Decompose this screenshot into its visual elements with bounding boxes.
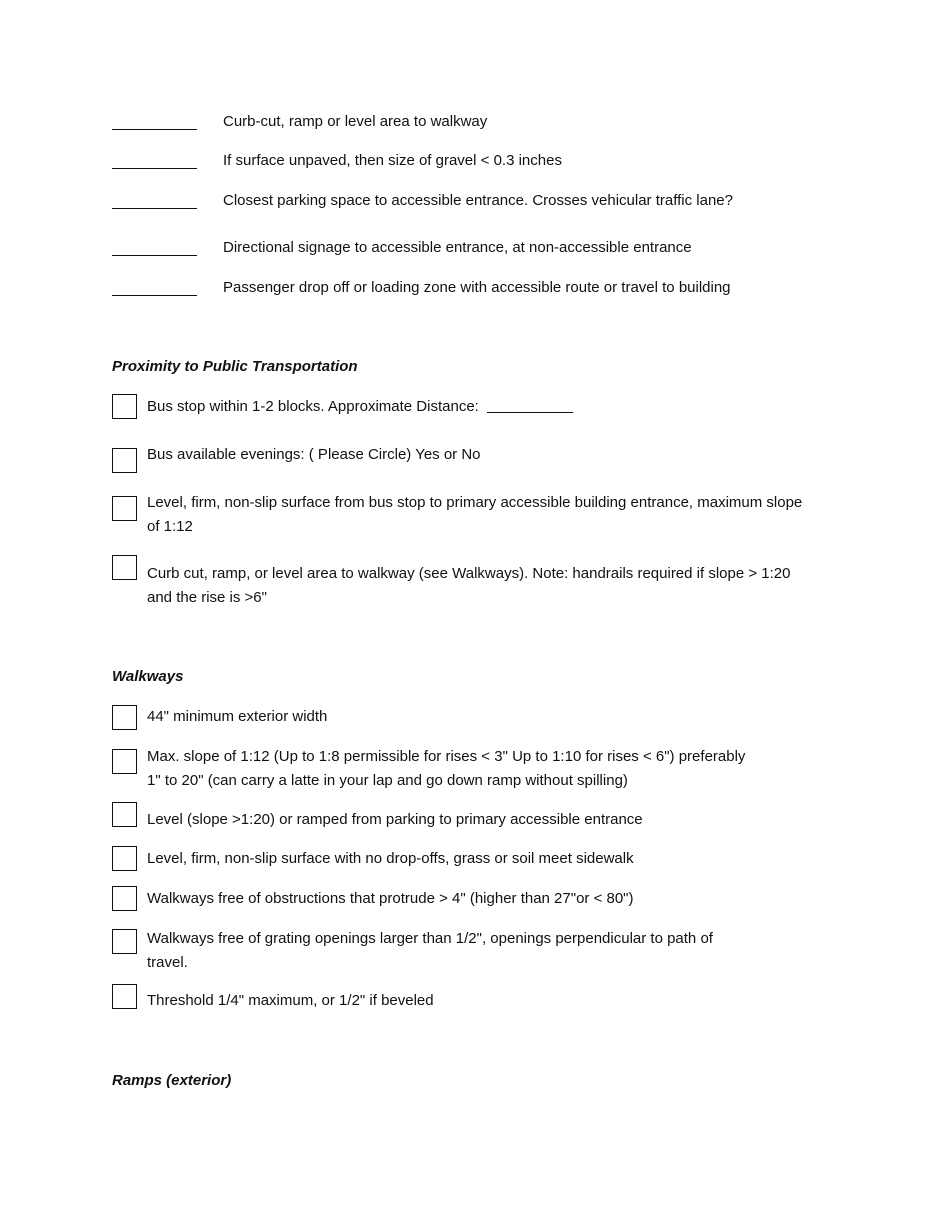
checklist-item-threshold xyxy=(112,984,842,1012)
checklist-item-bus-stop xyxy=(112,394,842,422)
checklist-item-bus-stop-surface xyxy=(112,493,842,541)
section-title-proximity: Proximity to Public Transportation xyxy=(112,358,358,375)
answer-blank[interactable] xyxy=(112,111,202,133)
answer-blank[interactable] xyxy=(112,277,202,299)
checkbox[interactable] xyxy=(112,984,137,1009)
checklist-item-text-line2: of 1:12 xyxy=(147,518,193,535)
checklist-item-exterior-width xyxy=(112,704,842,732)
checklist-item-max-slope xyxy=(112,745,842,793)
checklist-item-non-slip-surface xyxy=(112,846,842,874)
checklist-item-text-line1: Max. slope of 1:12 (Up to 1:8 permissible for rises < 3" Up to 1:10 for rises < 6") preferably xyxy=(147,748,746,765)
checkbox[interactable] xyxy=(112,555,137,580)
checklist-item-curb-cut-walkway xyxy=(112,555,842,610)
checkbox[interactable] xyxy=(112,846,137,871)
checkbox[interactable] xyxy=(112,496,137,521)
checklist-item-gravel xyxy=(112,150,872,172)
section-title-walkways: Walkways xyxy=(112,668,184,685)
checklist-item-text: Bus available evenings: ( Please Circle) Yes or No xyxy=(147,446,481,463)
checklist-item-text: Passenger drop off or loading zone with accessible route or travel to building xyxy=(223,279,731,296)
section-title-ramps: Ramps (exterior) xyxy=(112,1072,232,1089)
checklist-item-text-line2: 1" to 20" (can carry a latte in your lap and go down ramp without spilling) xyxy=(147,772,628,789)
checklist-item-text-line1: Curb cut, ramp, or level area to walkway (see Walkways). Note: handrails required if slope > 1:20 xyxy=(147,565,791,582)
checklist-item-directional-signage xyxy=(112,237,872,259)
answer-blank[interactable] xyxy=(112,237,202,259)
checklist-item-text: Closest parking space to accessible entrance. Crosses vehicular traffic lane? xyxy=(223,192,733,209)
checkbox[interactable] xyxy=(112,886,137,911)
checklist-item-bus-evenings xyxy=(112,446,842,474)
checkbox[interactable] xyxy=(112,749,137,774)
checkbox[interactable] xyxy=(112,705,137,730)
checklist-item-text: Directional signage to accessible entrance, at non-accessible entrance xyxy=(223,239,692,256)
checklist-item-parking-space xyxy=(112,190,872,212)
checklist-item-text-line2: and the rise is >6" xyxy=(147,589,267,606)
checklist-item-text: Bus stop within 1-2 blocks. Approximate Distance: xyxy=(147,398,479,415)
checklist-item-text-line1: Walkways free of grating openings larger than 1/2", openings perpendicular to path of xyxy=(147,930,713,947)
checkbox[interactable] xyxy=(112,802,137,827)
checklist-item-text: If surface unpaved, then size of gravel < 0.3 inches xyxy=(223,152,562,169)
checklist-item-text: Level (slope >1:20) or ramped from parking to primary accessible entrance xyxy=(147,811,643,828)
checklist-item-level-or-ramped xyxy=(112,802,842,830)
checklist-item-text: 44" minimum exterior width xyxy=(147,708,328,725)
checklist-item-curb-cut xyxy=(112,111,872,133)
checklist-item-obstructions xyxy=(112,886,842,914)
checkbox[interactable] xyxy=(112,448,137,473)
checklist-item-grating-openings xyxy=(112,929,842,977)
checklist-item-text: Curb-cut, ramp or level area to walkway xyxy=(223,113,488,130)
answer-blank[interactable] xyxy=(112,150,202,172)
checklist-item-text: Threshold 1/4" maximum, or 1/2" if beveled xyxy=(147,992,434,1009)
checkbox[interactable] xyxy=(112,929,137,954)
distance-blank[interactable] xyxy=(487,394,573,413)
checklist-item-text: Level, firm, non-slip surface with no drop-offs, grass or soil meet sidewalk xyxy=(147,850,634,867)
checklist-item-text: Walkways free of obstructions that protrude > 4" (higher than 27"or < 80") xyxy=(147,890,634,907)
checklist-item-text-line1: Level, firm, non-slip surface from bus stop to primary accessible building entrance, maximum slope xyxy=(147,494,803,511)
checkbox[interactable] xyxy=(112,394,137,419)
checklist-item-text-line2: travel. xyxy=(147,954,188,971)
answer-blank[interactable] xyxy=(112,190,202,212)
checklist-item-passenger-drop-off xyxy=(112,277,872,299)
